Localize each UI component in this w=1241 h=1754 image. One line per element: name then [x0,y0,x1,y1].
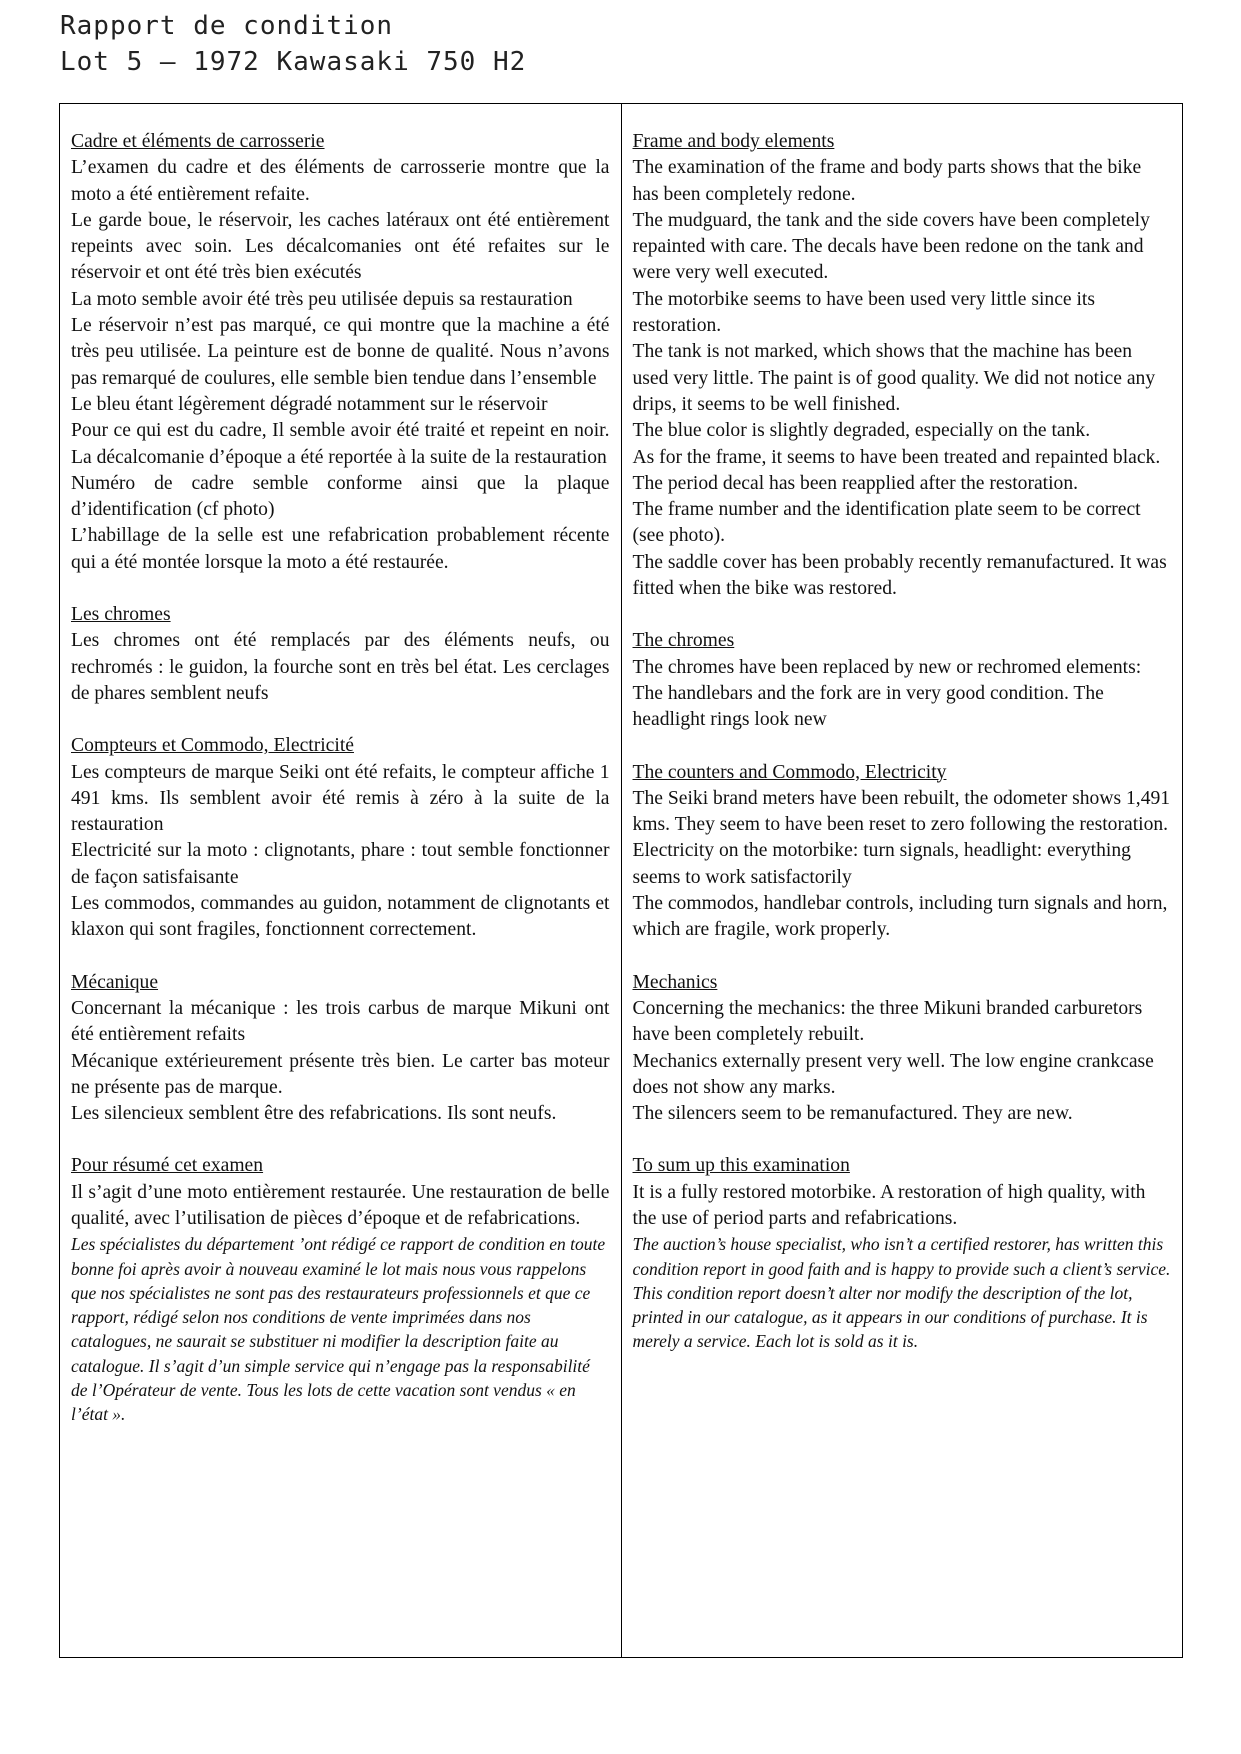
en-section-mechanics [633,970,1172,1128]
en-section-summary [633,1153,1172,1353]
paragraph: The Seiki brand meters have been rebuilt, the odometer shows 1,491 kms. They seem to have been reset to zero following the restoration. [632,787,1171,836]
section-title: Cadre et éléments de carrosserie [71,131,325,152]
section-title: Mécanique [71,971,159,993]
section-title: The counters and Commodo, Electricity [632,761,947,783]
paragraph: L’examen du cadre et des éléments de carrosserie montre que la moto a été entièrement refaite. [71,157,610,205]
paragraph: Les commodos, commandes au guidon, notamment de clignotants et klaxon qui sont fragiles, fonctionnent correctement. [71,893,610,941]
paragraph: Le garde boue, le réservoir, les caches latéraux ont été entièrement repeints avec soin. Les décalcomanies ont été refaites sur le réservoir et ont été très bien exécutés [71,209,610,284]
paragraph: L’habillage de la selle est une refabrication probablement récente qui a été montée lorsque la moto a été restaurée. [71,525,610,573]
paragraph: As for the frame, it seems to have been treated and repainted black. The period decal has been reapplied after the restoration. [632,446,1161,494]
disclaimer-text: The auction’s house specialist, who isn’t a certified restorer, has written this condition report in good faith and is happy to provide such a client’s service. This condition report doesn’t alter nor modify the description of the lot, printed in our catalogue, as it appears in our conditions of purchase. It is merely a service. Each lot is sold as it is. [632,1234,1171,1352]
en-section-frame [633,129,1172,602]
section-title: Pour résumé cet examen [71,1155,264,1177]
fr-section-electricity [71,733,610,943]
paragraph: The tank is not marked, which shows that the machine has been used very little. The paint is of good quality. We did not notice any drips, it seems to be well finished. [632,341,1156,415]
paragraph: The commodos, handlebar controls, including turn signals and horn, which are fragile, work properly. [632,893,1168,941]
paragraph: The chromes have been replaced by new or rechromed elements: The handlebars and the fork are in very good condition. The headlight rings look new [632,656,1142,731]
section-title: To sum up this examination [632,1155,850,1177]
paragraph: Il s’agit d’une moto entièrement restaurée. Une restauration de belle qualité, avec l’utilisation de pièces d’époque et de refabrications. [71,1181,610,1229]
paragraph: La moto semble avoir été très peu utilisée depuis sa restauration [71,288,573,310]
paragraph: Les chromes ont été remplacés par des éléments neufs, ou rechromés : le guidon, la fourche sont en très bel état. Les cerclages de phares semblent neufs [71,630,610,704]
paragraph: The blue color is slightly degraded, especially on the tank. [632,420,1091,442]
en-section-chromes [633,628,1172,733]
paragraph: Le bleu étant légèrement dégradé notamment sur le réservoir [71,393,548,415]
fr-section-chromes [71,602,610,707]
paragraph: Electricité sur la moto : clignotants, phare : tout semble fonctionner de façon satisfaisante [71,840,610,888]
paragraph: The motorbike seems to have been used very little since its restoration. [632,288,1096,337]
paragraph: The frame number and the identification plate seem to be correct (see photo). [632,499,1141,547]
section-title: The chromes [632,630,735,652]
report-header [60,8,526,80]
fr-section-summary [71,1153,610,1426]
paragraph: Mécanique extérieurement présente très bien. Le carter bas moteur ne présente pas de marque. [71,1050,610,1098]
lot-title: Lot 5 – 1972 Kawasaki 750 H2 [60,47,527,77]
paragraph: Les silencieux semblent être des refabrications. Ils sont neufs. [71,1103,557,1125]
section-title: Mechanics [632,971,718,993]
french-column [60,104,622,1657]
en-section-electricity [633,760,1172,944]
paragraph: Numéro de cadre semble conforme ainsi que la plaque d’identification (cf photo) [71,472,610,521]
fr-section-mechanics [71,970,610,1128]
paragraph: Mechanics externally present very well. The low engine crankcase does not show any marks. [632,1050,1154,1098]
report-table [59,103,1183,1658]
section-title: Compteurs et Commodo, Electricité [71,735,354,757]
fr-section-frame [71,129,610,576]
paragraph: Les compteurs de marque Seiki ont été refaits, le compteur affiche 1 491 kms. Ils semblent avoir été remis à zéro à la suite de la restauration [71,761,610,836]
paragraph: It is a fully restored motorbike. A restoration of high quality, with the use of period parts and refabrications. [632,1181,1146,1229]
paragraph: Le réservoir n’est pas marqué, ce qui montre que la machine a été très peu utilisée. La peinture est de bonne de qualité. Nous n’avons pas remarqué de coulures, elle semble bien tendue dans l’ensemble [71,315,610,389]
paragraph: The silencers seem to be remanufactured. They are new. [632,1103,1073,1125]
section-title: Frame and body elements [632,131,835,152]
report-title: Rapport de condition [60,11,394,41]
paragraph: The mudguard, the tank and the side covers have been completely repainted with care. The decals have been redone on the tank and were very well executed. [632,209,1150,284]
disclaimer-text: Les spécialistes du département ’ont rédigé ce rapport de condition en toute bonne foi après avoir à nouveau examiné le lot mais nous vous rappelons que nos spécialistes ne sont pas des restaurateurs professionnels et que ce rapport, rédigé selon nos conditions de vente imprimées dans nos catalogues, ne saurait se substituer ni modifier la description faite au catalogue. Il s’agit d’un simple service qui n’engage pas la responsabilité de l’Opérateur de vente. Tous les lots de cette vacation sont vendus « en l’état ». [71,1234,606,1425]
paragraph: The examination of the frame and body parts shows that the bike has been completely redone. [632,157,1142,205]
paragraph: Concernant la mécanique : les trois carbus de marque Mikuni ont été entièrement refaits [71,997,610,1046]
paragraph: Concerning the mechanics: the three Mikuni branded carburetors have been completely rebuilt. [632,997,1143,1046]
paragraph: Pour ce qui est du cadre, Il semble avoir été traité et repeint en noir. La décalcomanie d’époque a été reportée à la suite de la restauration [71,420,610,468]
paragraph: Electricity on the motorbike: turn signals, headlight: everything seems to work satisfactorily [632,840,1131,888]
paragraph: The saddle cover has been probably recently remanufactured. It was fitted when the bike was restored. [632,551,1167,600]
english-column [622,104,1183,1657]
section-title: Les chromes [71,604,171,626]
